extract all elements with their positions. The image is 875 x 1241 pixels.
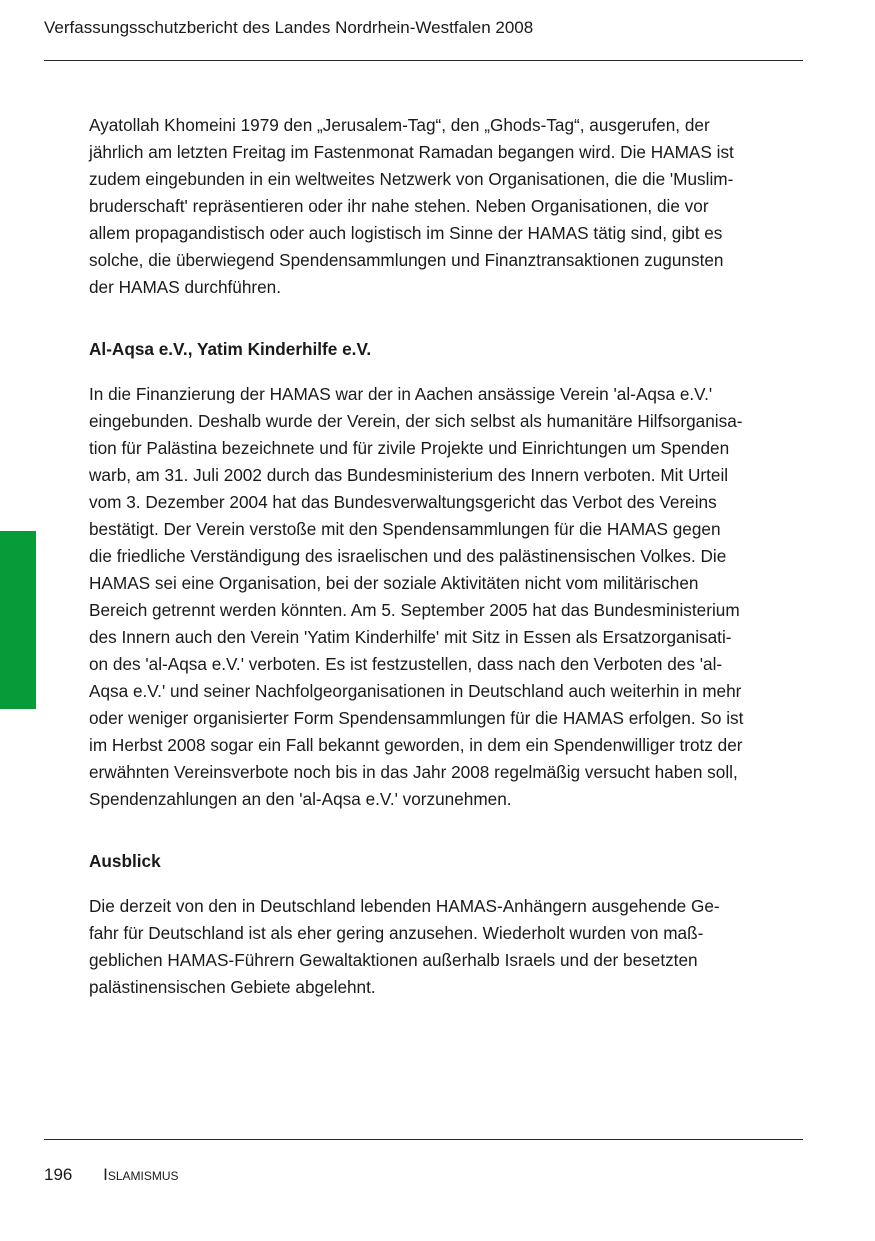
page-number: 196 xyxy=(44,1165,73,1184)
text-line: warb, am 31. Juli 2002 durch das Bundesministerium des Innern verboten. Mit Urteil xyxy=(89,465,729,485)
page-footer xyxy=(44,1164,179,1186)
text-line: In die Finanzierung der HAMAS war der in Aachen ansässige Verein 'al-Aqsa e.V.' xyxy=(89,384,713,404)
chapter-side-tab xyxy=(0,531,36,709)
text-line: allem propagandistisch oder auch logistisch im Sinne der HAMAS tätig sind, gibt es xyxy=(89,223,723,243)
text-line: eingebunden. Deshalb wurde der Verein, der sich selbst als humanitäre Hilfsorganisa- xyxy=(89,411,743,431)
text-line: oder weniger organisierter Form Spendensammlungen für die HAMAS erfolgen. So ist xyxy=(89,708,744,728)
text-line: geblichen HAMAS-Führern Gewaltaktionen außerhalb Israels und der besetzten xyxy=(89,950,698,970)
ausblick-paragraph xyxy=(89,893,805,1001)
text-line: HAMAS sei eine Organisation, bei der soziale Aktivitäten nicht vom militärischen xyxy=(89,573,699,593)
footer-rule xyxy=(44,1139,803,1140)
text-line: solche, die überwiegend Spendensammlungen und Finanztransaktionen zugunsten xyxy=(89,250,724,270)
text-line: der HAMAS durchführen. xyxy=(89,277,282,297)
text-line: bruderschaft' repräsentieren oder ihr nahe stehen. Neben Organisationen, die vor xyxy=(89,196,709,216)
section-label: Islamismus xyxy=(103,1165,179,1184)
text-line: bestätigt. Der Verein verstoße mit den Spendensammlungen für die HAMAS gegen xyxy=(89,519,721,539)
text-line: zudem eingebunden in ein weltweites Netzwerk von Organisationen, die die 'Muslim- xyxy=(89,169,734,189)
section-heading-ausblick: Ausblick xyxy=(89,851,161,871)
section-heading-al-aqsa: Al-Aqsa e.V., Yatim Kinderhilfe e.V. xyxy=(89,339,372,359)
text-line: fahr für Deutschland ist als eher gering anzusehen. Wiederholt wurden von maß- xyxy=(89,923,704,943)
text-line: erwähnten Vereinsverbote noch bis in das Jahr 2008 regelmäßig versucht haben soll, xyxy=(89,762,738,782)
text-line: Aqsa e.V.' und seiner Nachfolgeorganisationen in Deutschland auch weiterhin in mehr xyxy=(89,681,742,701)
text-line: des Innern auch den Verein 'Yatim Kinderhilfe' mit Sitz in Essen als Ersatzorganisati- xyxy=(89,627,732,647)
text-line: vom 3. Dezember 2004 hat das Bundesverwaltungsgericht das Verbot des Vereins xyxy=(89,492,717,512)
text-line: Ayatollah Khomeini 1979 den „Jerusalem-Tag“, den „Ghods-Tag“, ausgerufen, der xyxy=(89,115,710,135)
text-line: die friedliche Verständigung des israelischen und des palästinensischen Volkes. Die xyxy=(89,546,727,566)
page-content xyxy=(89,112,805,1036)
text-line: tion für Palästina bezeichnete und für zivile Projekte und Einrichtungen um Spenden xyxy=(89,438,730,458)
text-line: im Herbst 2008 sogar ein Fall bekannt geworden, in dem ein Spendenwilliger trotz der xyxy=(89,735,743,755)
text-line: jährlich am letzten Freitag im Fastenmonat Ramadan begangen wird. Die HAMAS ist xyxy=(89,142,734,162)
text-line: Die derzeit von den in Deutschland lebenden HAMAS-Anhängern ausgehende Ge- xyxy=(89,896,720,916)
text-line: palästinensischen Gebiete abgelehnt. xyxy=(89,977,376,997)
text-line: Spendenzahlungen an den 'al-Aqsa e.V.' vorzunehmen. xyxy=(89,789,512,809)
running-header: Verfassungsschutzbericht des Landes Nordrhein-Westfalen 2008 xyxy=(44,18,534,37)
text-line: Bereich getrennt werden könnten. Am 5. September 2005 hat das Bundesministerium xyxy=(89,600,740,620)
header-rule xyxy=(44,60,803,61)
text-line: on des 'al-Aqsa e.V.' verboten. Es ist festzustellen, dass nach den Verboten des 'al- xyxy=(89,654,723,674)
al-aqsa-paragraph xyxy=(89,381,805,813)
intro-paragraph xyxy=(89,112,805,301)
